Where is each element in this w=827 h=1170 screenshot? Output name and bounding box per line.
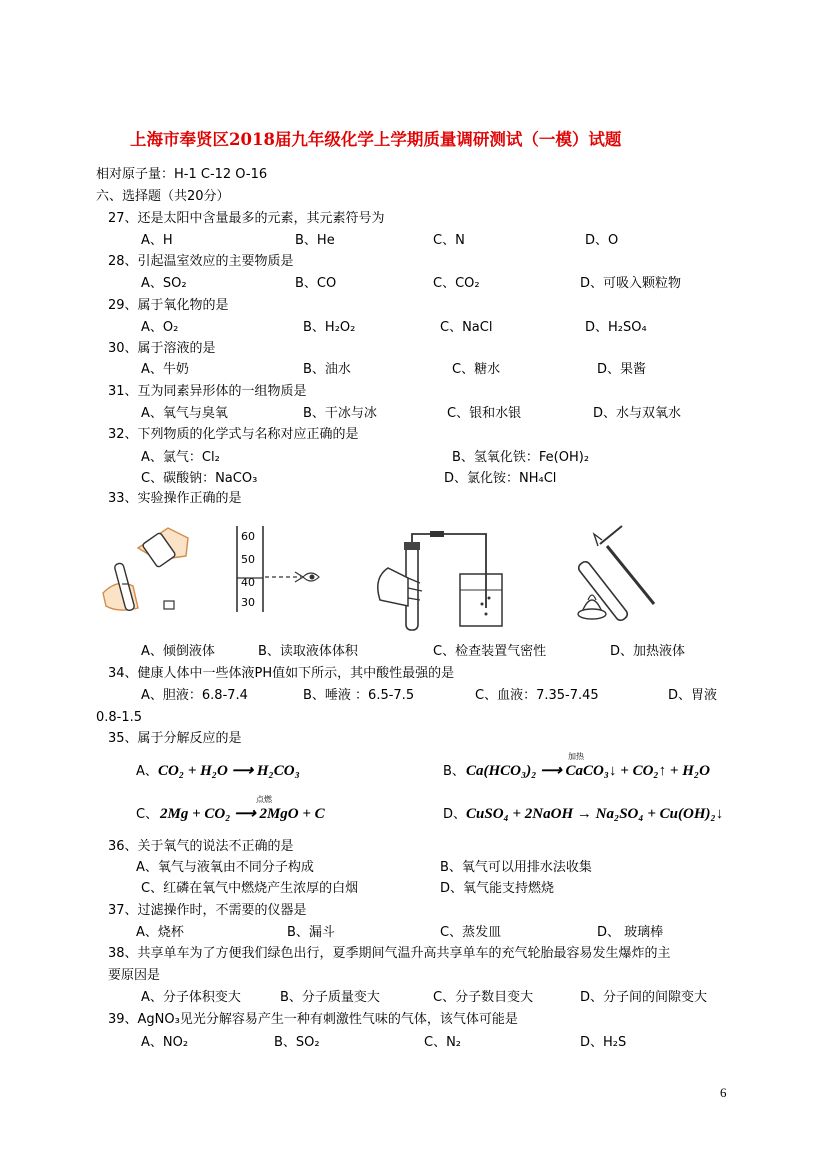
question-38-option-c: C、分子数目变大 bbox=[433, 990, 534, 1005]
question-30-stem: 30、属于溶液的是 bbox=[108, 341, 216, 356]
question-31-option-a: A、氧气与臭氧 bbox=[141, 406, 228, 421]
question-27-stem: 27、还是太阳中含量最多的元素，其元素符号为 bbox=[108, 211, 385, 226]
question-33-option-d: D、加热液体 bbox=[610, 644, 686, 659]
question-30-option-c: C、糖水 bbox=[452, 362, 501, 377]
question-35-option-c-condition: 点燃 bbox=[256, 795, 272, 804]
question-31-stem: 31、互为同素异形体的一组物质是 bbox=[108, 384, 307, 399]
cylinder-tick-30: 30 bbox=[241, 596, 255, 609]
question-37-option-d: D、 玻璃棒 bbox=[597, 925, 664, 940]
airtightness-diagram bbox=[368, 528, 508, 633]
question-36-option-b: B、氧气可以用排水法收集 bbox=[440, 860, 592, 875]
cylinder-tick-50: 50 bbox=[241, 553, 255, 566]
question-39-option-a: A、NO₂ bbox=[141, 1035, 189, 1050]
question-36-stem: 36、关于氧气的说法不正确的是 bbox=[108, 839, 294, 854]
question-32-stem: 32、下列物质的化学式与名称对应正确的是 bbox=[108, 427, 359, 442]
question-33-option-a: A、倾倒液体 bbox=[141, 644, 215, 659]
question-35-option-d-label: D、 bbox=[443, 807, 467, 822]
question-27-option-b: B、He bbox=[295, 233, 335, 248]
question-31-option-c: C、银和水银 bbox=[447, 406, 522, 421]
question-27-option-a: A、H bbox=[141, 233, 173, 248]
question-31-option-d: D、水与双氧水 bbox=[593, 406, 682, 421]
question-28-option-b: B、CO bbox=[295, 276, 337, 291]
question-36-option-d: D、氧气能支持燃烧 bbox=[440, 881, 555, 896]
question-36-option-a: A、氧气与液氧由不同分子构成 bbox=[136, 860, 314, 875]
question-28-option-a: A、SO₂ bbox=[141, 276, 187, 291]
question-28-option-c: C、CO₂ bbox=[433, 276, 480, 291]
question-35-option-a-label: A、 bbox=[136, 764, 158, 779]
question-28-stem: 28、引起温室效应的主要物质是 bbox=[108, 254, 294, 269]
question-39-option-c: C、N₂ bbox=[424, 1035, 462, 1050]
heating-liquid-diagram bbox=[572, 516, 662, 626]
question-30-option-a: A、牛奶 bbox=[141, 362, 189, 377]
question-33-option-c: C、检查装置气密性 bbox=[433, 644, 547, 659]
question-35-option-b-label: B、 bbox=[443, 764, 465, 779]
question-35-option-b-formula: Ca(HCO₃)₂ ⟶ CaCO₃↓ + CO₂↑ + H₂O bbox=[466, 763, 710, 779]
question-34-option-a: A、胆液：6.8-7.4 bbox=[141, 688, 248, 703]
question-31-option-b: B、干冰与冰 bbox=[303, 406, 377, 421]
question-32-option-d: D、氯化铵：NH₄Cl bbox=[444, 471, 557, 486]
question-38-option-b: B、分子质量变大 bbox=[280, 990, 380, 1005]
question-28-option-d: D、可吸入颗粒物 bbox=[580, 276, 682, 291]
question-39-option-b: B、SO₂ bbox=[274, 1035, 320, 1050]
question-34-option-d: D、胃液 bbox=[668, 688, 718, 703]
question-35-option-a-formula: CO₂ + H₂O ⟶ H₂CO₃ bbox=[158, 763, 300, 779]
section-heading: 六、选择题（共20分） bbox=[96, 189, 230, 204]
question-33-stem: 33、实验操作正确的是 bbox=[108, 491, 242, 506]
question-30-option-b: B、油水 bbox=[303, 362, 351, 377]
question-30-option-d: D、果酱 bbox=[597, 362, 647, 377]
pouring-liquid-diagram bbox=[98, 518, 198, 618]
question-37-stem: 37、过滤操作时，不需要的仪器是 bbox=[108, 903, 307, 918]
question-32-option-b: B、氢氧化铁：Fe(OH)₂ bbox=[452, 450, 590, 465]
question-34-option-b: B、唾液 ：6.5-7.5 bbox=[303, 688, 415, 703]
question-29-stem: 29、属于氧化物的是 bbox=[108, 298, 229, 313]
question-35-option-c-formula: 2Mg + CO₂ ⟶ 2MgO + C bbox=[160, 806, 325, 822]
question-27-option-d: D、O bbox=[585, 233, 619, 248]
atomic-mass-line: 相对原子量：H-1 C-12 O-16 bbox=[96, 167, 268, 182]
cylinder-reading-diagram bbox=[215, 522, 325, 616]
question-39-option-d: D、H₂S bbox=[580, 1035, 627, 1050]
question-29-option-a: A、O₂ bbox=[141, 320, 179, 335]
question-37-option-c: C、蒸发皿 bbox=[440, 925, 502, 940]
question-36-option-c: C、红磷在氧气中燃烧产生浓厚的白烟 bbox=[141, 881, 359, 896]
question-38-stem-continued: 要原因是 bbox=[108, 968, 161, 983]
question-37-option-a: A、烧杯 bbox=[136, 925, 184, 940]
question-32-option-c: C、碳酸钠：NaCO₃ bbox=[141, 471, 258, 486]
question-35-option-b-condition: 加热 bbox=[568, 752, 584, 761]
question-38-option-d: D、分子间的间隙变大 bbox=[580, 990, 708, 1005]
question-35-stem: 35、属于分解反应的是 bbox=[108, 731, 242, 746]
question-37-option-b: B、漏斗 bbox=[287, 925, 335, 940]
page-number: 6 bbox=[720, 1085, 727, 1100]
exam-title: 上海市奉贤区2018届九年级化学上学期质量调研测试（一模）试题 bbox=[130, 130, 622, 149]
question-38-option-a: A、分子体积变大 bbox=[141, 990, 241, 1005]
question-34-stem: 34、健康人体中一些体液PH值如下所示，其中酸性最强的是 bbox=[108, 666, 455, 681]
question-35-option-c-label: C、 bbox=[136, 807, 159, 822]
question-38-stem: 38、共享单车为了方便我们绿色出行，夏季期间气温升高共享单车的充气轮胎最容易发生爆炸的主 bbox=[108, 946, 671, 961]
question-34-option-d-continued: 0.8-1.5 bbox=[96, 710, 143, 725]
question-29-option-d: D、H₂SO₄ bbox=[585, 320, 647, 335]
question-29-option-c: C、NaCl bbox=[440, 320, 493, 335]
question-27-option-c: C、N bbox=[433, 233, 465, 248]
question-34-option-c: C、血液：7.35-7.45 bbox=[475, 688, 599, 703]
question-29-option-b: B、H₂O₂ bbox=[303, 320, 356, 335]
cylinder-tick-40: 40 bbox=[241, 576, 255, 589]
question-35-option-d-formula: CuSO₄ + 2NaOH → Na₂SO₄ + Cu(OH)₂↓ bbox=[466, 806, 724, 822]
question-32-option-a: A、氯气：Cl₂ bbox=[141, 450, 220, 465]
question-33-option-b: B、读取液体体积 bbox=[258, 644, 358, 659]
cylinder-tick-60: 60 bbox=[241, 530, 255, 543]
question-39-stem: 39、AgNO₃见光分解容易产生一种有刺激性气味的气体，该气体可能是 bbox=[108, 1012, 518, 1027]
